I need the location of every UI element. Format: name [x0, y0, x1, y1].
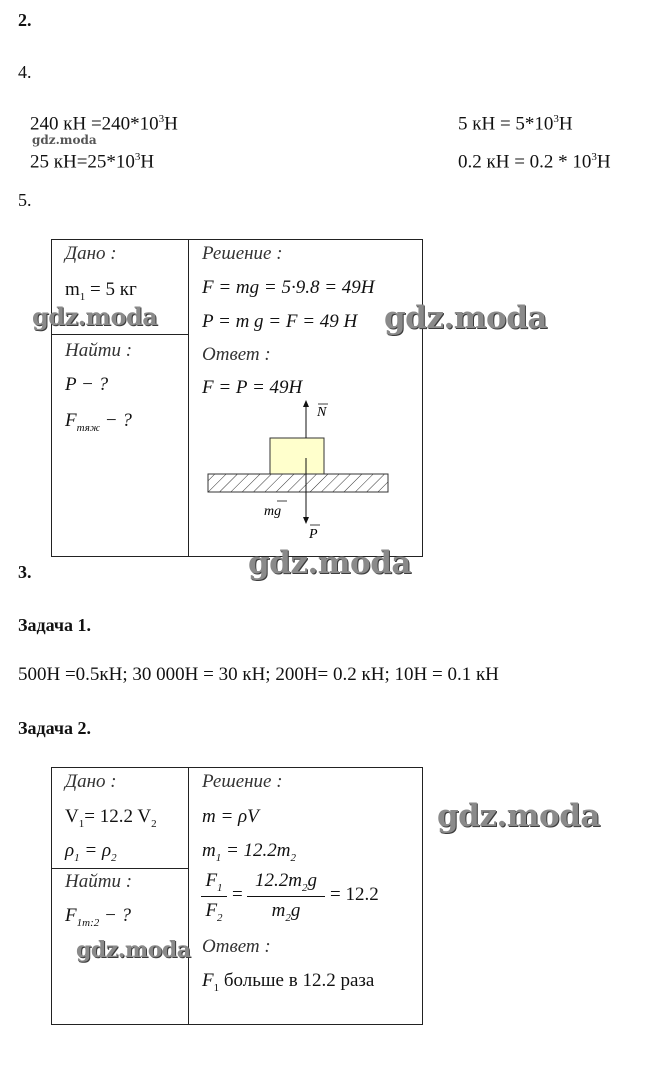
label-n: N [317, 405, 327, 420]
watermark-small-1: gdz.moda [32, 133, 97, 147]
task2-find-label: Найти : [65, 871, 133, 892]
watermark-1: gdz.moda [32, 302, 158, 331]
task5-answer: F = P = 49Н [202, 377, 303, 398]
watermark-2: gdz.moda [384, 300, 547, 336]
task1-heading: Задача 1. [18, 615, 92, 635]
task5-divider-horizontal [51, 334, 189, 335]
fraction-left-numerator: $F_1$ [205, 870, 223, 894]
task5-find-f: $F_{тяж}$ − ? [65, 410, 132, 434]
task5-given-mass: $m_1 = 5$ кг [65, 279, 137, 303]
conversion-02kn: 0.2 кН = $0.2 * 10^3Н$ [458, 151, 611, 173]
fraction-result: = 12.2 [330, 884, 379, 905]
heading-3: 3. [18, 562, 32, 582]
task5-solution-line2: P = m g = F = 49 Н [202, 311, 358, 332]
watermark-3: gdz.moda [248, 545, 411, 581]
task2-solution-line2: $m_1 = 12.2m_2$ [202, 840, 297, 864]
task5-given-label: Дано : [65, 243, 117, 264]
task2-given-label: Дано : [65, 771, 117, 792]
watermark-5: gdz.moda [76, 937, 191, 963]
fraction-equals: = [232, 884, 243, 905]
conversion-5kn: 5 кН = $5*10^3Н$ [458, 113, 573, 135]
fraction-right-bar [247, 896, 325, 897]
task2-answer-label: Ответ : [202, 936, 271, 957]
heading-2: 2. [18, 10, 32, 30]
task2-divider-vertical [188, 767, 189, 1025]
task2-divider-horizontal [51, 868, 189, 869]
task2-given-volume: $V_1= 12.2$ $V_2$ [65, 806, 157, 830]
fraction-right-numerator: $12.2m_2g$ [255, 870, 317, 894]
watermark-4: gdz.moda [437, 798, 600, 834]
task2-solution-label: Решение : [202, 771, 283, 792]
task2-given-density: $\rho_1 = \rho_2$ [65, 840, 117, 864]
task2-find-ratio: $F_{1m:2}$ − ? [65, 905, 132, 929]
block [270, 438, 324, 474]
conversion-25kn: 25 $кН=25*10^3Н$ [30, 151, 155, 173]
task1-text: 500Н =0.5кН; 30 000Н = 30 кН; 200Н= 0.2 кН; 10Н = 0.1 кН [18, 664, 499, 685]
force-diagram [200, 398, 400, 548]
task5-answer-label: Ответ : [202, 344, 271, 365]
task2-heading: Задача 2. [18, 718, 92, 738]
task5-solution-label: Решение : [202, 243, 283, 264]
fraction-right-denominator: $m_2g$ [271, 900, 301, 924]
task2-solution-line1: m = ρV [202, 806, 259, 827]
label-p: P [309, 527, 318, 542]
fraction-left-bar [201, 896, 227, 897]
label-mg: mg [264, 504, 282, 519]
heading-4: 4. [18, 62, 32, 82]
heading-5: 5. [18, 190, 32, 210]
task2-answer: $F_1$ больше в 12.2 раза [202, 970, 375, 994]
surface [208, 474, 388, 492]
task5-divider-vertical [188, 239, 189, 557]
fraction-left-denominator: $F_2$ [205, 900, 223, 924]
task5-find-p: P − ? [65, 374, 109, 395]
conversion-240kn: 240 кН $=240*10^3Н$ [30, 113, 178, 135]
task5-find-label: Найти : [65, 340, 133, 361]
task5-solution-line1: F = mg = 5·9.8 = 49Н [202, 277, 375, 298]
